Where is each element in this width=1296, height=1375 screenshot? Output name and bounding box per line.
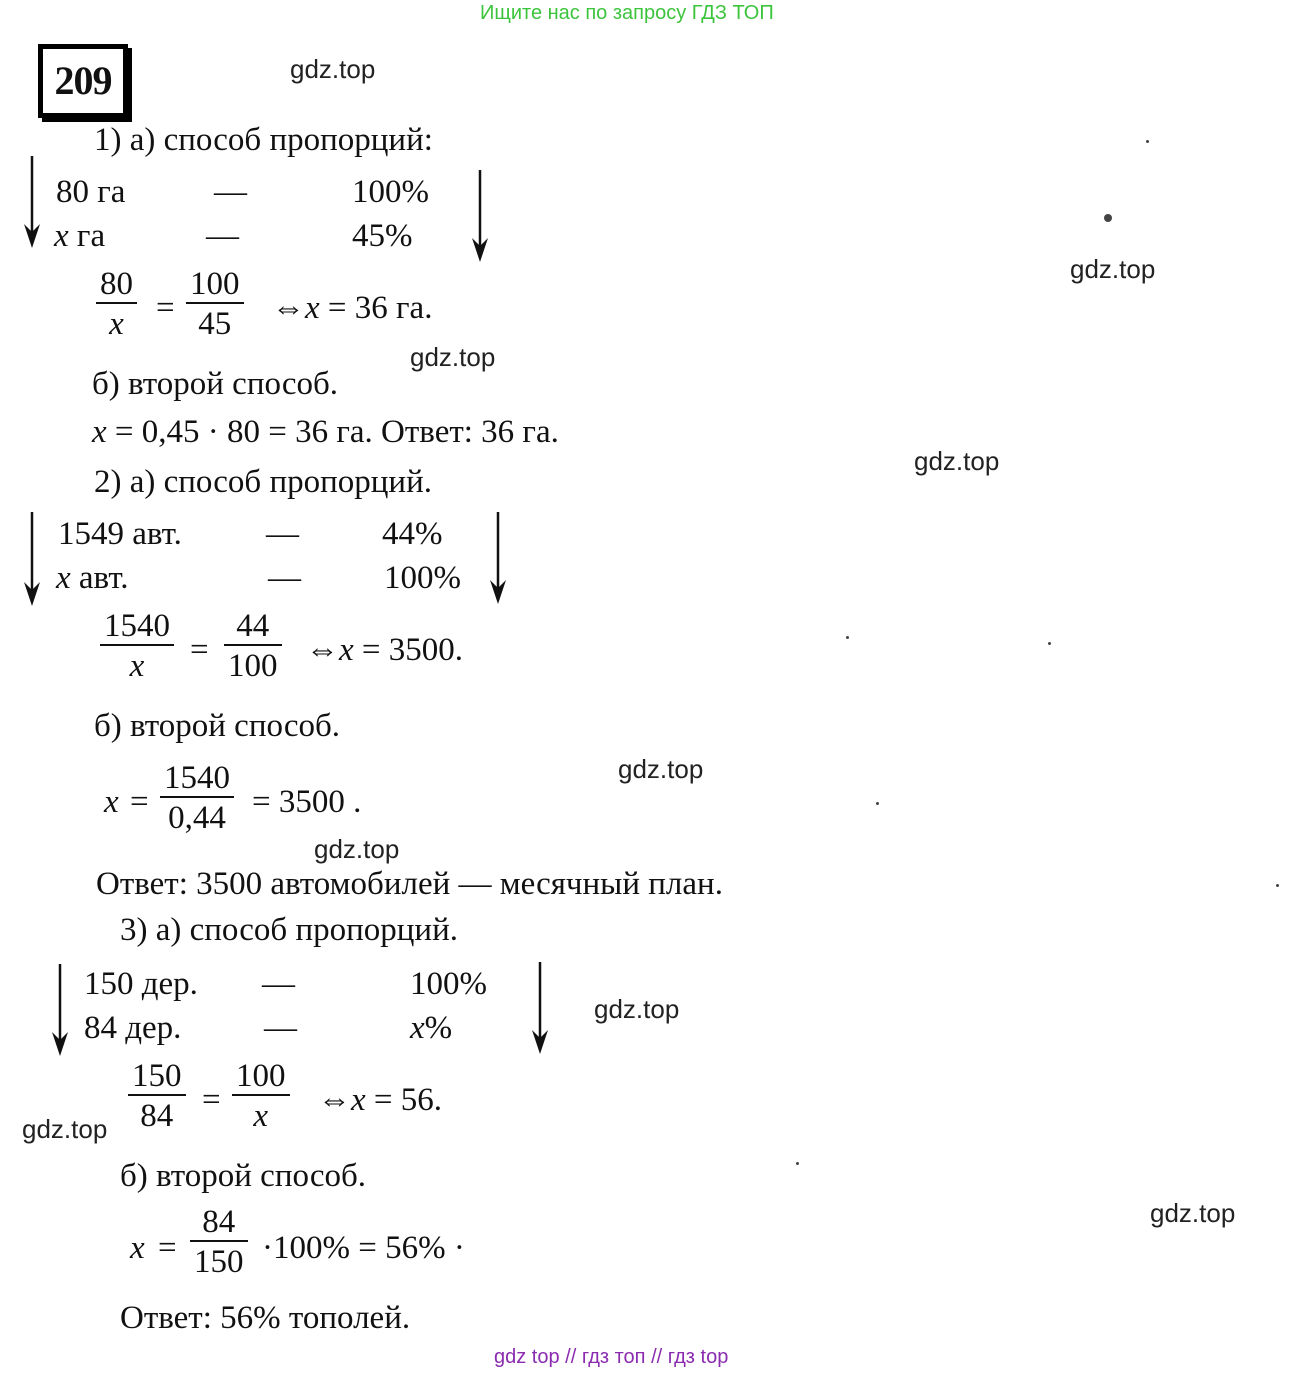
denominator: 150	[190, 1240, 248, 1280]
numerator: 100	[236, 1058, 286, 1094]
fraction	[100, 608, 174, 684]
part2-row2-left	[56, 560, 129, 596]
scan-speck	[1276, 884, 1279, 887]
watermark: gdz.top	[410, 342, 496, 372]
scan-speck	[796, 1162, 799, 1165]
part3-row2-right	[410, 1010, 452, 1046]
result-value: = 3500 .	[252, 784, 362, 820]
part1-row1-right: 100%	[352, 174, 429, 210]
scan-speck	[1104, 214, 1112, 222]
numerator: 84	[202, 1204, 236, 1240]
watermark: gdz.top	[914, 446, 1000, 476]
result-value: = 3500.	[361, 632, 464, 668]
unit: авт.	[78, 560, 129, 596]
part3-row2-left: 84 дер.	[84, 1010, 182, 1046]
down-arrow-icon	[486, 512, 510, 604]
part1-row1-left: 80 га	[56, 174, 126, 210]
equals-sign: =	[130, 784, 149, 820]
result-value: = 36 га.	[327, 290, 433, 326]
denominator: 84	[128, 1094, 186, 1134]
variable-x: x	[56, 560, 71, 596]
numerator: 44	[236, 608, 270, 644]
scan-speck	[1146, 140, 1149, 143]
scan-speck	[876, 802, 879, 805]
problem-number: 209	[38, 44, 128, 118]
variable-x: x	[54, 218, 69, 254]
equivalence-arrow-icon: ⇔	[318, 1082, 351, 1118]
variable-x: x	[130, 1230, 145, 1266]
equivalence-result	[272, 290, 432, 326]
fraction	[224, 608, 282, 684]
down-arrow-icon	[468, 170, 492, 262]
part2-answer: Ответ: 3500 автомобилей — месячный план.	[96, 866, 723, 902]
equivalence-arrow-icon: ⇔	[306, 632, 339, 668]
watermark: gdz.top	[618, 754, 704, 784]
part2-row2-dash: —	[268, 560, 301, 596]
variable-x: x	[351, 1082, 366, 1118]
denominator: x	[232, 1094, 290, 1134]
part3-row1-right: 100%	[410, 966, 487, 1002]
fraction	[190, 1204, 248, 1280]
fraction	[232, 1058, 290, 1134]
watermark: gdz.top	[22, 1114, 108, 1144]
scan-speck	[846, 636, 849, 639]
part3-row1-left: 150 дер.	[84, 966, 198, 1002]
numerator: 1540	[104, 608, 170, 644]
watermark: gdz.top	[290, 54, 376, 84]
part2-row1-right: 44%	[382, 516, 443, 552]
denominator: 100	[224, 644, 282, 684]
part2-row2-right: 100%	[384, 560, 461, 596]
equivalence-result	[306, 632, 463, 668]
variable-x: x	[305, 290, 320, 326]
watermark: gdz.top	[314, 834, 400, 864]
result-value: = 56.	[373, 1082, 443, 1118]
part2-heading: 2) а) способ пропорций.	[94, 464, 432, 500]
scan-speck	[1048, 642, 1051, 645]
part2-row1-left: 1549 авт.	[58, 516, 182, 552]
variable-x: x	[92, 414, 107, 450]
equals-sign: =	[190, 632, 209, 668]
equivalence-result	[318, 1082, 442, 1118]
part1-row2-left	[54, 218, 105, 254]
part3-row2-dash: —	[264, 1010, 297, 1046]
part2-row1-dash: —	[266, 516, 299, 552]
down-arrow-icon	[48, 964, 72, 1056]
variable-x: x	[410, 1010, 425, 1046]
part1-row2-dash: —	[206, 218, 239, 254]
part3-answer: Ответ: 56% тополей.	[120, 1300, 411, 1336]
numerator: 100	[190, 266, 240, 302]
variable-x: x	[339, 632, 354, 668]
fraction	[186, 266, 244, 342]
down-arrow-icon	[20, 512, 44, 606]
equivalence-arrow-icon: ⇔	[272, 290, 305, 326]
down-arrow-icon	[20, 156, 44, 248]
numerator: 80	[100, 266, 133, 302]
denominator: x	[96, 302, 137, 342]
part1-second-heading: б) второй способ.	[92, 366, 339, 402]
equals-sign: =	[202, 1082, 221, 1118]
numerator: 150	[132, 1058, 182, 1094]
denominator: 0,44	[160, 796, 234, 836]
unit: га	[76, 218, 106, 254]
fraction	[128, 1058, 186, 1134]
computation: = 0,45 · 80 = 36 га. Ответ: 36 га.	[114, 414, 559, 450]
watermark: gdz.top	[1150, 1198, 1236, 1228]
part2-second-heading: б) второй способ.	[94, 708, 341, 744]
watermark: gdz.top	[1070, 254, 1156, 284]
top-banner: Ищите нас по запросу ГДЗ ТОП	[480, 2, 774, 24]
bottom-banner: gdz top // гдз топ // гдз top	[494, 1346, 729, 1368]
down-arrow-icon	[528, 962, 552, 1054]
denominator: x	[100, 644, 174, 684]
part3-row1-dash: —	[262, 966, 295, 1002]
part3-second-heading: б) второй способ.	[120, 1158, 367, 1194]
watermark: gdz.top	[594, 994, 680, 1024]
percent: %	[424, 1010, 453, 1046]
part1-row2-right: 45%	[352, 218, 413, 254]
part1-row1-dash: —	[214, 174, 247, 210]
fraction	[160, 760, 234, 836]
equals-sign: =	[158, 1230, 177, 1266]
fraction	[96, 266, 137, 342]
result-value: ·100% = 56% ·	[262, 1230, 465, 1266]
part1-second-line	[92, 414, 559, 450]
variable-x: x	[104, 784, 119, 820]
part1-heading: 1) а) способ пропорций:	[94, 122, 433, 158]
numerator: 1540	[164, 760, 230, 796]
equals-sign: =	[156, 290, 175, 326]
denominator: 45	[186, 302, 244, 342]
part3-heading: 3) а) способ пропорций.	[120, 912, 458, 948]
